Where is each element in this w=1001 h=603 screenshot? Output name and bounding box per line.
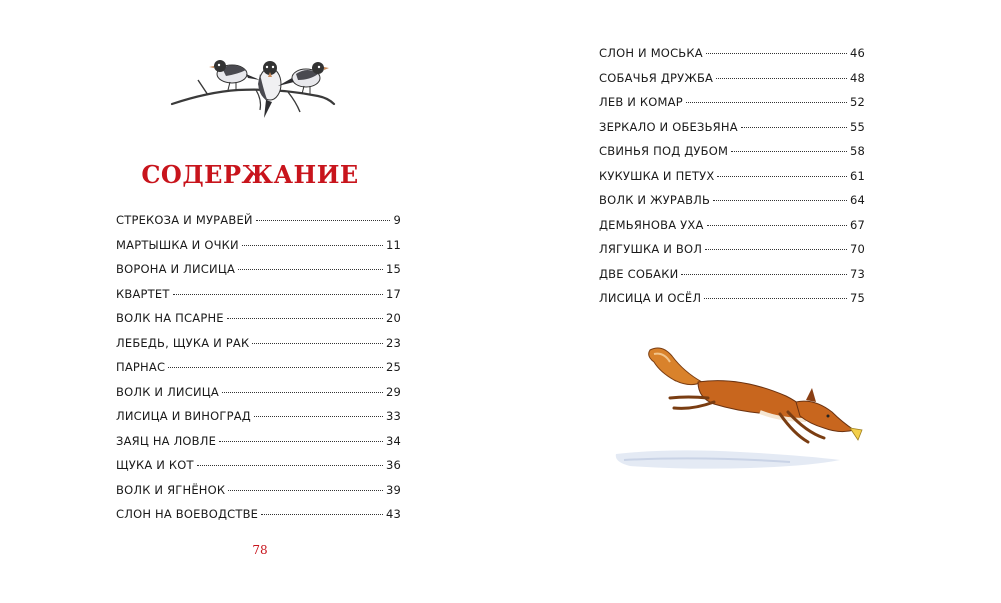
toc-entry [116, 434, 401, 459]
toc-entry [116, 311, 401, 336]
toc-entry-title: ВОЛК И ЯГНЁНОК [116, 482, 226, 497]
toc-entry [599, 46, 865, 71]
toc-entry-title: КУКУШКА И ПЕТУХ [599, 168, 715, 183]
toc-entry-page-number: 73 [849, 266, 865, 281]
toc-entry [116, 360, 401, 385]
toc-entry [599, 218, 865, 243]
toc-entry [599, 242, 865, 267]
dot-leader [686, 102, 847, 103]
toc-entry-page-number: 67 [849, 217, 865, 232]
toc-entry-page-number: 58 [849, 144, 865, 158]
toc-entry [599, 95, 865, 120]
dot-leader [731, 151, 847, 152]
dot-leader [227, 318, 383, 319]
toc-entry [116, 483, 401, 508]
toc-entry-title: МАРТЫШКА И ОЧКИ [116, 237, 239, 252]
toc-entry-page-number: 43 [385, 507, 401, 521]
toc-entry-page-number: 34 [385, 433, 401, 448]
toc-entry-page-number: 20 [385, 311, 401, 325]
toc-entry [599, 144, 865, 169]
dot-leader [261, 514, 383, 515]
dot-leader [222, 392, 383, 393]
toc-entry-page-number: 11 [385, 237, 401, 252]
toc-entry-page-number: 9 [393, 213, 401, 227]
toc-entry-page-number: 61 [849, 168, 865, 183]
toc-entry [599, 193, 865, 218]
toc-entry-title: СЛОН И МОСЬКА [599, 46, 703, 60]
toc-entry-page-number: 75 [849, 291, 865, 305]
dot-leader [256, 220, 391, 221]
toc-list-right [599, 46, 865, 316]
toc-entry [599, 169, 865, 194]
running-fox-illustration [610, 342, 870, 490]
toc-entry-page-number: 55 [849, 119, 865, 134]
toc-entry [599, 71, 865, 96]
dot-leader [681, 274, 847, 275]
dot-leader [168, 367, 383, 368]
dot-leader [219, 441, 383, 442]
dot-leader [716, 78, 847, 79]
toc-entry-title: ДВЕ СОБАКИ [599, 266, 679, 281]
toc-entry-title: СОБАЧЬЯ ДРУЖБА [599, 70, 714, 85]
dot-leader [173, 294, 383, 295]
toc-entry-title: ЛЯГУШКА И ВОЛ [599, 242, 703, 256]
toc-entry [599, 291, 865, 316]
toc-entry-title: ВОЛК НА ПСАРНЕ [116, 311, 224, 325]
toc-entry-title: ЩУКА И КОТ [116, 458, 194, 472]
toc-entry [116, 507, 401, 532]
toc-entry-title: СВИНЬЯ ПОД ДУБОМ [599, 144, 729, 158]
dot-leader [704, 298, 847, 299]
dot-leader [741, 127, 847, 128]
dot-leader [197, 465, 383, 466]
toc-entry [116, 262, 401, 287]
toc-entry-page-number: 52 [849, 95, 865, 109]
toc-entry-title: СТРЕКОЗА И МУРАВЕЙ [116, 213, 253, 227]
right-page [500, 0, 1001, 603]
dot-leader [242, 245, 383, 246]
toc-entry-title: ЗАЯЦ НА ЛОВЛЕ [116, 433, 217, 448]
dot-leader [254, 416, 383, 417]
toc-entry [116, 409, 401, 434]
toc-entry-title: ВОРОНА И ЛИСИЦА [116, 262, 236, 276]
toc-entry-page-number: 23 [385, 335, 401, 350]
dot-leader [238, 269, 383, 270]
toc-entry-title: ПАРНАС [116, 360, 166, 374]
dot-leader [717, 176, 847, 177]
dot-leader [705, 249, 847, 250]
toc-entry-title: КВАРТЕТ [116, 286, 170, 301]
toc-entry [116, 238, 401, 263]
toc-entry-page-number: 17 [385, 286, 401, 301]
toc-entry-title: ВОЛК И ЖУРАВЛЬ [599, 193, 711, 207]
toc-title: СОДЕРЖАНИЕ [141, 160, 359, 189]
toc-entry-title: ЛЕБЕДЬ, ЩУКА И РАК [116, 335, 250, 350]
dot-leader [228, 490, 383, 491]
dot-leader [706, 53, 847, 54]
toc-entry-page-number: 36 [385, 458, 401, 472]
toc-entry [116, 336, 401, 361]
toc-entry [599, 120, 865, 145]
toc-entry-title: ЛЕВ И КОМАР [599, 95, 683, 109]
toc-entry [116, 213, 401, 238]
toc-entry-page-number: 70 [849, 242, 865, 256]
birds-on-branch-illustration [168, 52, 338, 134]
dot-leader [707, 225, 847, 226]
dot-leader [713, 200, 847, 201]
toc-entry-title: ЛИСИЦА И ОСЁЛ [599, 291, 702, 305]
toc-entry-page-number: 48 [849, 70, 865, 85]
toc-entry-title: ДЕМЬЯНОВА УХА [599, 217, 704, 232]
toc-entry-page-number: 25 [385, 360, 401, 374]
toc-entry [116, 287, 401, 312]
toc-entry [116, 385, 401, 410]
toc-entry-title: ВОЛК И ЛИСИЦА [116, 384, 219, 399]
toc-entry [116, 458, 401, 483]
toc-entry-page-number: 29 [385, 384, 401, 399]
page-number: 78 [252, 543, 268, 557]
toc-entry-title: ЗЕРКАЛО И ОБЕЗЬЯНА [599, 119, 738, 134]
dot-leader [252, 343, 383, 344]
toc-entry-page-number: 39 [385, 482, 401, 497]
toc-entry [599, 267, 865, 292]
toc-entry-title: СЛОН НА ВОЕВОДСТВЕ [116, 507, 259, 521]
toc-entry-page-number: 46 [849, 46, 865, 60]
toc-entry-page-number: 64 [849, 193, 865, 207]
toc-list-left [116, 213, 401, 532]
toc-entry-page-number: 33 [385, 409, 401, 423]
toc-entry-title: ЛИСИЦА И ВИНОГРАД [116, 409, 251, 423]
toc-entry-page-number: 15 [385, 262, 401, 276]
left-page [0, 0, 500, 603]
